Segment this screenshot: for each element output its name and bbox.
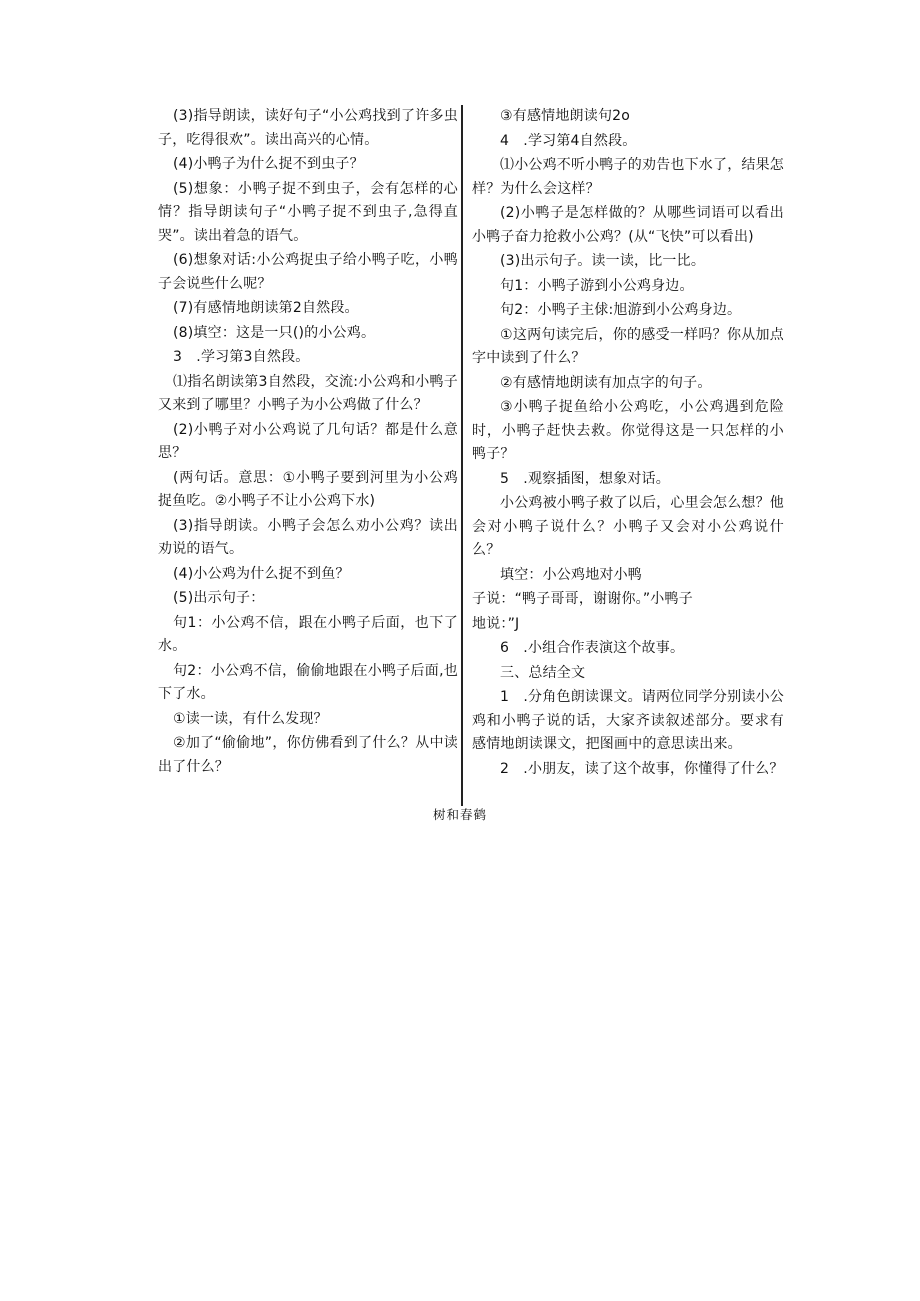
paragraph: 1 .分角色朗读课文。请两位同学分别读小公鸡和小鸭子说的话，大家齐读叙述部分。要求有感情地朗读课文，把图画中的意思读出来。 (472, 689, 784, 752)
right-column (472, 105, 784, 782)
paragraph: (4)小鸭子为什么捉不到虫子？ (173, 156, 364, 172)
fill-blank-line: 子说：“鸭子哥哥，谢谢你。”小鸭子 (472, 591, 693, 607)
section-heading: 6 .小组合作表演这个故事。 (500, 640, 685, 656)
paragraph: (5)出示句子： (173, 590, 265, 606)
paragraph: (7)有感情地朗读第2自然段。 (173, 300, 359, 316)
paragraph: ⑴指名朗读第3自然段，交流:小公鸡和小鸭子又来到了哪里？小鸭子为小公鸡做了什么？ (158, 373, 458, 413)
paragraph: (3)指导朗读。小鸭子会怎么劝小公鸡？读出劝说的语气。 (158, 517, 458, 557)
paragraph: (4)小公鸡为什么捉不到鱼？ (173, 565, 350, 582)
paragraph: 句1：小公鸡不信，跟在小鸭子后面，也下了水。 (158, 614, 458, 654)
section-heading: 3 .学习第3自然段。 (173, 349, 310, 365)
paragraph: (5)想象：小鸭子捉不到虫子，会有怎样的心情？指导朗读句子“小鸭子捉不到虫子,急得直哭”。读出着急的语气。 (158, 180, 458, 244)
paragraph: ②有感情地朗读有加点字的句子。 (500, 374, 712, 391)
paragraph: 句2：小公鸡不信，偷偷地跟在小鸭子后面,也下了水。 (158, 662, 458, 702)
paragraph: ⑴小公鸡不听小鸭子的劝告也下水了，结果怎样？为什么会这样？ (472, 157, 784, 197)
paragraph: 句2：小鸭子主俅:旭游到小公鸡身边。 (500, 302, 742, 318)
paragraph: ①这两句读完后，你的感受一样吗？你从加点字中读到了什么？ (472, 326, 784, 366)
paragraph: (2)小鸭子对小公鸡说了几句话？都是什么意思？ (158, 421, 458, 461)
fill-blank-line: 填空：小公鸡地对小鸭 (500, 566, 642, 583)
paragraph: (两句话。意思：①小鸭子要到河里为小公鸡捉鱼吃。②小鸭子不让小公鸡下水) (158, 469, 458, 509)
paragraph: 2 .小朋友，读了这个故事，你懂得了什么？ (500, 760, 784, 777)
paragraph: (6)想象对话:小公鸡捉虫子给小鸭子吃，小鸭子会说些什么呢？ (158, 252, 458, 292)
paragraph: 小公鸡被小鸭子救了以后，心里会怎么想？他会对小鸭子说什么？小鸭子又会对小公鸡说什么？ (472, 495, 784, 558)
section-heading: 三、总结全文 (500, 664, 586, 681)
section-heading: 5 .观察插图，想象对话。 (500, 470, 670, 487)
paragraph: ③有感情地朗读句2o (500, 108, 631, 124)
paragraph: (2)小鸭子是怎样做的？从哪些词语可以看出小鸭子奋力抢救小公鸡？(从“飞快”可以看出) (472, 205, 784, 245)
left-column (158, 105, 458, 780)
column-divider (461, 105, 463, 806)
page-footer: 树和春鹤 (432, 807, 487, 822)
fill-blank-line: 地说：”J (472, 615, 520, 632)
paragraph: (3)出示句子。读一读，比一比。 (500, 253, 706, 269)
paragraph: 句1：小鸭子游到小公鸡身边。 (500, 277, 694, 294)
paragraph: ②加了“偷偷地”，你仿佛看到了什么？从中读出了什么？ (158, 735, 458, 775)
paragraph: ①读一读，有什么发现？ (173, 710, 328, 727)
paragraph: ③小鸭子捉鱼给小公鸡吃，小公鸡遇到危险时，小鸭子赶快去救。你觉得这是一只怎样的小鸭子？ (472, 399, 784, 462)
paragraph: (8)填空：这是一只()的小公鸡。 (173, 324, 376, 341)
section-heading: 4 .学习第4自然段。 (500, 132, 637, 149)
paragraph: (3)指导朗读，读好句子“小公鸡找到了许多虫子，吃得很欢”。读出高兴的心情。 (158, 108, 458, 148)
